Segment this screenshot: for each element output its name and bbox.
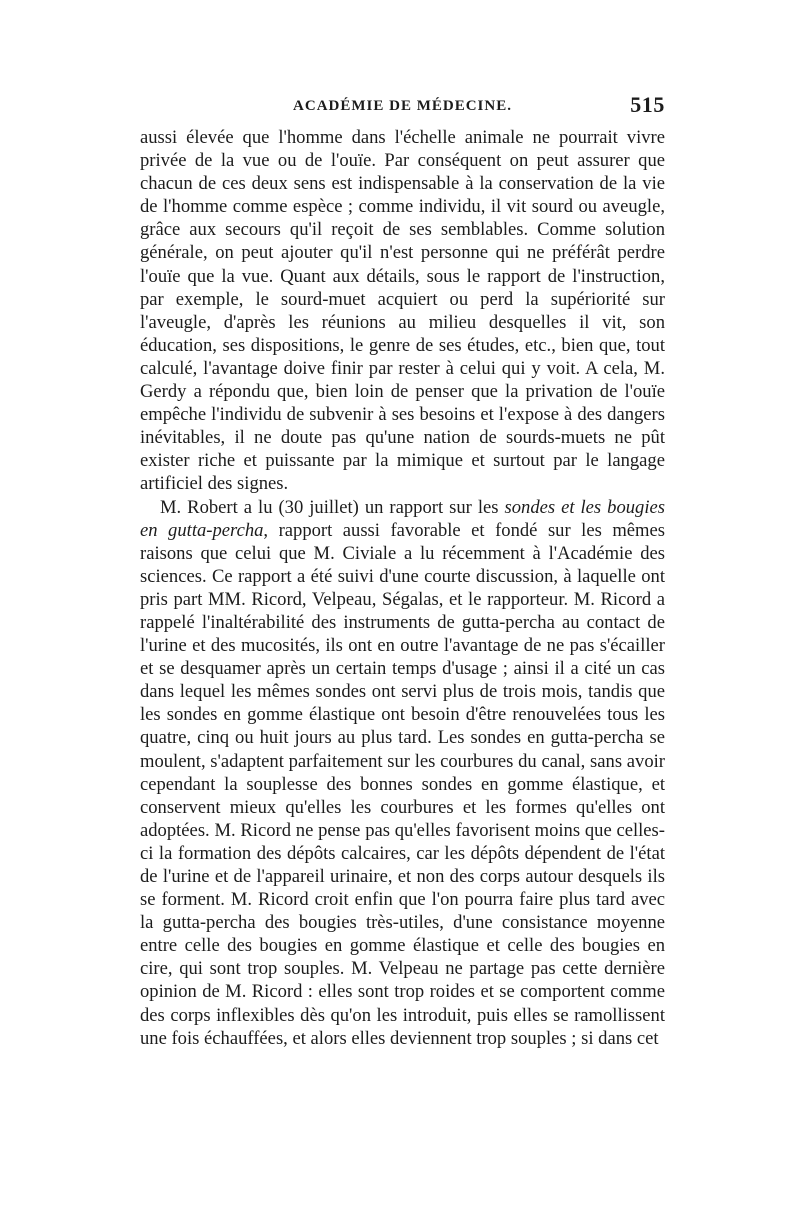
text-segment: aussi élevée que l'homme dans l'échelle animale ne pourrait vivre privée de la vue ou de l'ouïe. Par conséquent on peut assurer que chacun de ces deux sens est indispensable à la conservation de la vie de l'homme comme espèce ; comme individu, il vit sourd ou aveugle, grâce aux secours qu'il reçoit de ses semblables. Comme solution générale, on peut ajouter qu'il n'est personne qui ne préférât perdre l'ouïe que la vue. Quant aux détails, sous le rapport de l'instruction, par exemple, le sourd-muet acquiert ou perd la supériorité sur l'aveugle, d'après les réunions au milieu desquelles il vit, son éducation, ses dispositions, le genre de ses études, etc., bien que, tout calculé, l'avantage doive finir par rester à celui qui y voit. A cela, M. Gerdy a répondu que, bien loin de penser que la privation de l'ouïe empêche l'individu de subvenir à ses besoins et l'expose à des dangers inévitables, il ne doute pas qu'une nation de sourds-muets ne pût exister riche et puissante par la mimique et surtout par le langage artificiel des signes. [140,127,665,495]
page-number: 515 [630,92,665,117]
book-page [140,92,665,1050]
body-text [140,126,665,1050]
italic-title: sondes et les bougies en gutta-percha [140,496,665,541]
running-head [140,92,665,126]
text-segment: , rapport aussi favorable et fondé sur les mêmes raisons que celui que M. Civiale a lu récemment à l'Académie des sciences. Ce rapport a été suivi d'une courte discussion, à laquelle ont pris part MM. Ricord, Velpeau, Ségalas, et le rapporteur. M. Ricord a rappelé l'inaltérabilité des instruments de gutta-percha au contact de l'urine et des mucosités, ils ont en outre l'avantage de ne pas s'écailler et se desquamer après un certain temps d'usage ; ainsi il a cité un cas dans lequel les mêmes sondes ont servi plus de trois mois, tandis que les sondes en gomme élastique ont besoin d'être renouvelées tous les quatre, cinq ou huit jours au plus tard. Les sondes en gutta-percha se moulent, s'adaptent parfaitement sur les courbures du canal, sans avoir cependant la souplesse des bonnes sondes en gomme élastique, et conservent mieux qu'elles les courbures et les formes qu'elles ont adoptées. M. Ricord ne pense pas qu'elles favorisent moins que celles-ci la formation des dépôts calcaires, car les dépôts dépendent de l'état de l'urine et de l'appareil urinaire, et non des corps autour desquels ils se forment. M. Ricord croit enfin que l'on pourra faire plus tard avec la gutta-percha des bougies très-utiles, d'une consistance moyenne entre celle des bougies en gomme élastique et celle des bougies en cire, qui sont trop souples. M. Velpeau ne partage pas cette dernière opinion de M. Ricord : elles sont trop roides et se comportent comme des corps inflexibles dès qu'on les introduit, puis elles se ramollissent une fois échauffées, et alors elles deviennent trop souples ; si dans cet [140,519,665,1049]
paragraph-robert-report [140,496,665,1050]
running-title: ACADÉMIE DE MÉDECINE. [293,98,512,114]
paragraph-continuation [140,126,665,496]
text-segment: M. Robert a lu (30 juillet) un rapport sur les [160,496,505,518]
